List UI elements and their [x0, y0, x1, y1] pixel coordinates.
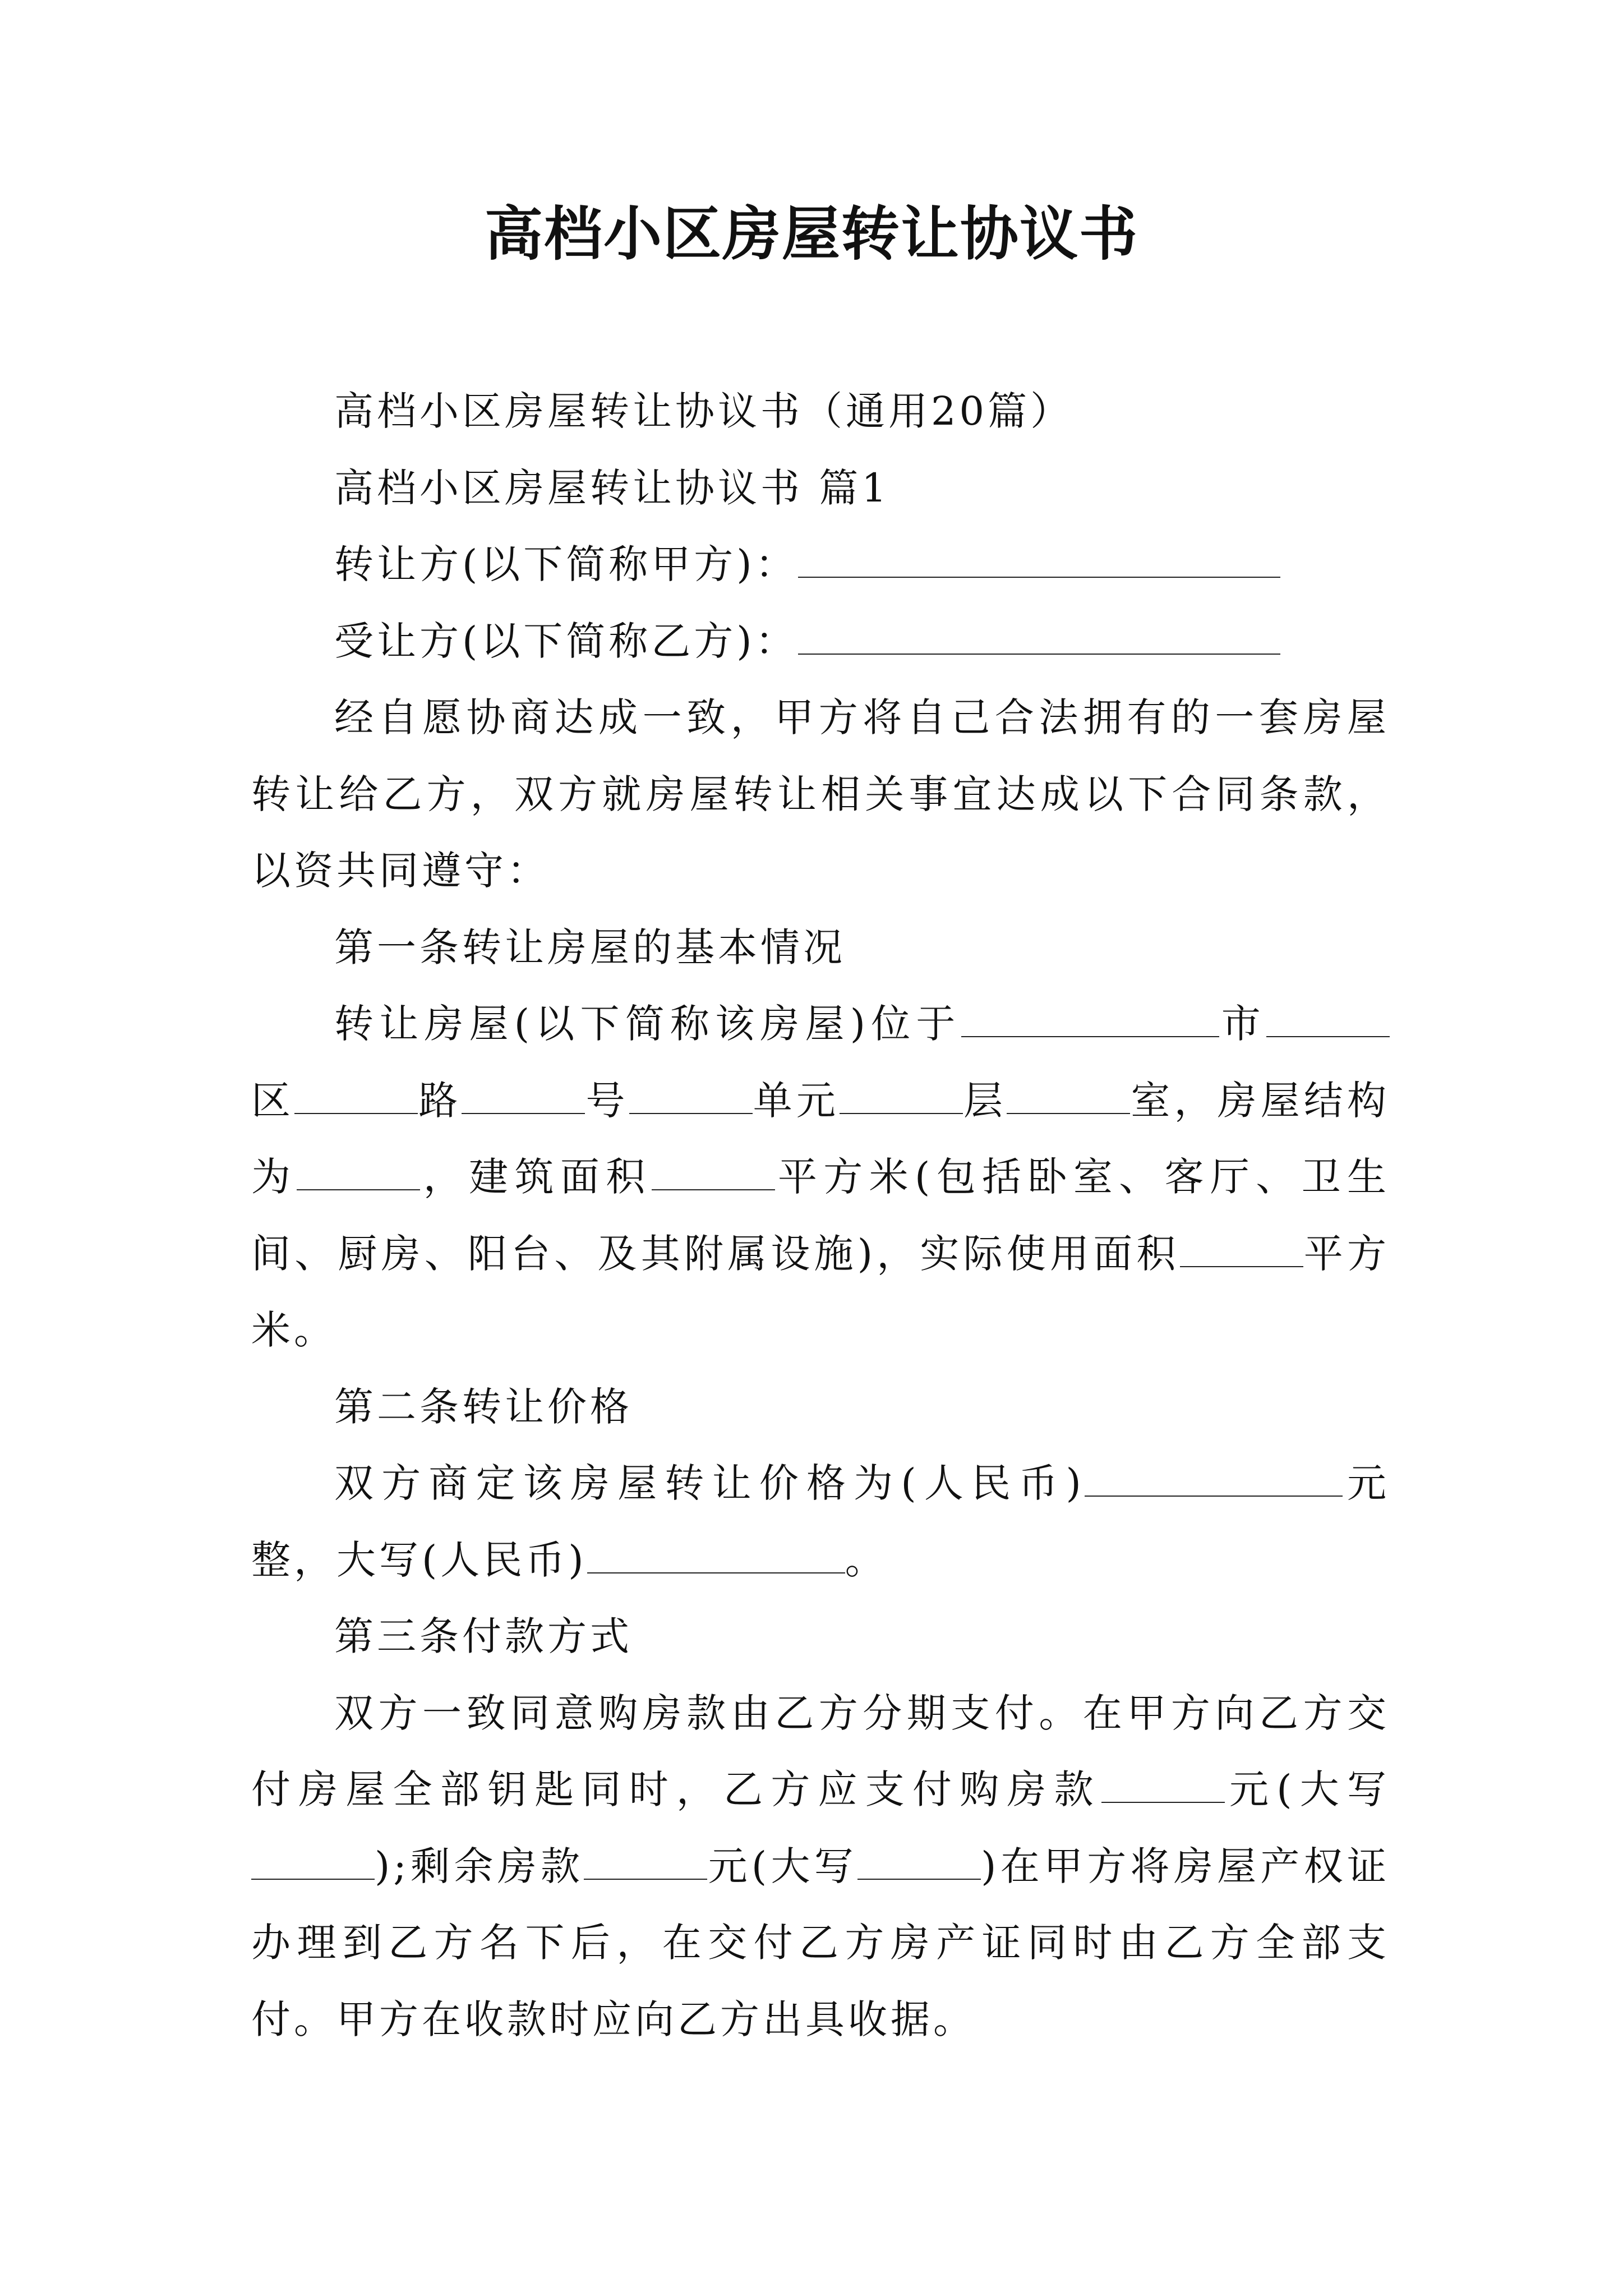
section-heading: 高档小区房屋转让协议书 篇1 [334, 464, 890, 511]
article1-text: 平方米(包括卧室、客厅、卫生间、厨房、阳台、及其附属设施)，实际使用面积 [251, 1154, 1390, 1277]
article1-text: 市 [1219, 1001, 1267, 1047]
intro-paragraph: 经自愿协商达成一致，甲方将自己合法拥有的一套房屋转让给乙方，双方就房屋转让相关事宜达成以下合同条款，以资共同遵守： [251, 694, 1390, 894]
article1-text: 转让房屋(以下简称该房屋)位于 [334, 1001, 961, 1047]
down-payment-blank [1101, 1768, 1225, 1803]
article1-text: 室，房屋结构为 [251, 1077, 1390, 1200]
article2-text: 元整，大写(人民币) [251, 1460, 1390, 1583]
article3-text: 元(大写 [1224, 1766, 1390, 1812]
document-title: 高档小区房屋转让协议书 [484, 199, 1138, 268]
price-blank [1085, 1462, 1343, 1497]
article1-text: ，建筑面积 [420, 1154, 652, 1200]
balance-words-blank [857, 1845, 981, 1880]
structure-blank [297, 1156, 420, 1190]
article3-text: );剩余房款 [375, 1843, 584, 1889]
road-blank [294, 1079, 418, 1114]
article2-heading: 第二条转让价格 [334, 1383, 633, 1430]
transferee-line [251, 603, 1390, 680]
usable-area-blank [1180, 1232, 1303, 1267]
district-blank [1266, 1002, 1390, 1037]
city-blank [961, 1002, 1219, 1037]
article1-text: 层 [963, 1077, 1007, 1124]
number-blank [462, 1079, 585, 1114]
article1-paragraph [251, 986, 1390, 1369]
room-blank [1007, 1079, 1130, 1114]
article3-text: 元(大写 [707, 1843, 858, 1889]
article3-paragraph [251, 1675, 1390, 2058]
balance-blank [584, 1845, 707, 1880]
article1-text: 单元 [752, 1077, 840, 1124]
article3-text: )在甲方将房屋产权证办理到乙方名下后，在交付乙方房产证同时由乙方全部支付。甲方在收款时应向乙方出具收据。 [251, 1843, 1390, 2042]
building-area-blank [652, 1156, 775, 1190]
article2-paragraph [251, 1445, 1390, 1598]
transferor-line [251, 526, 1390, 603]
down-payment-words-blank [251, 1845, 375, 1880]
article1-text: 平方米。 [251, 1230, 1390, 1353]
subtitle: 高档小区房屋转让协议书（通用20篇） [334, 388, 1073, 434]
article1-heading: 第一条转让房屋的基本情况 [334, 924, 846, 970]
article1-text: 区 [251, 1077, 295, 1124]
article1-text: 号 [585, 1077, 629, 1124]
article3-text: 双方一致同意购房款由乙方分期支付。在甲方向乙方交付房屋全部钥匙同时，乙方应支付购房款 [251, 1690, 1390, 1812]
unit-blank [629, 1079, 753, 1114]
transferor-blank [798, 543, 1280, 578]
floor-blank [840, 1079, 963, 1114]
article2-text: 。 [845, 1536, 888, 1583]
transferor-label: 转让方(以下简称甲方)： [334, 541, 798, 587]
article2-text: 双方商定该房屋转让价格为(人民币) [334, 1460, 1085, 1506]
document-body [251, 373, 1390, 2058]
transferee-label: 受让方(以下简称乙方)： [334, 618, 798, 664]
transferee-blank [798, 620, 1280, 655]
price-words-blank [587, 1539, 845, 1573]
article3-heading: 第三条付款方式 [334, 1613, 633, 1659]
article1-text: 路 [418, 1077, 462, 1124]
